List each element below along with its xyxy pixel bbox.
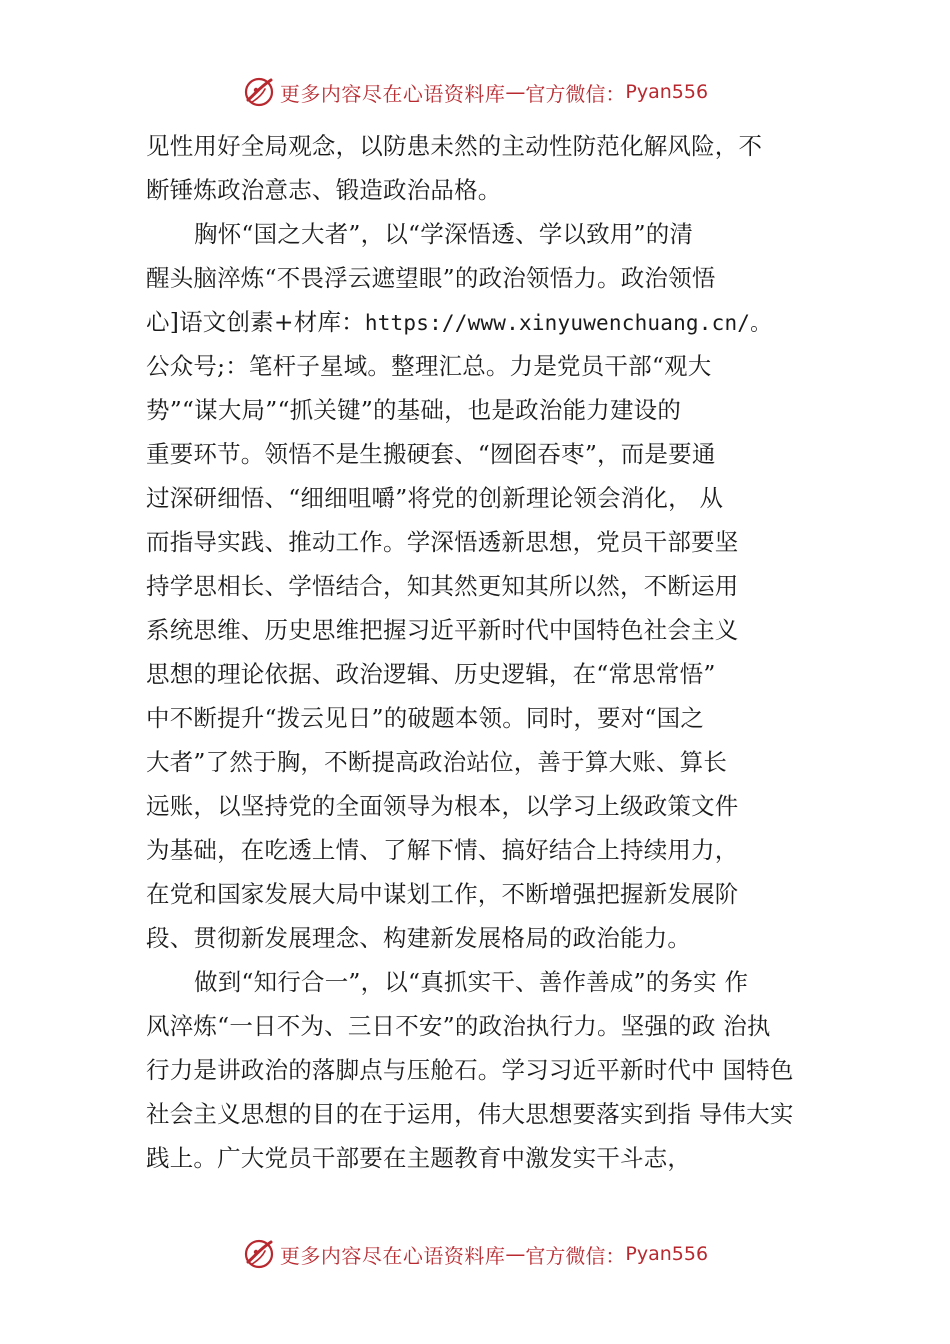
text-line: 行力是讲政治的落脚点与压舱石。学习习近平新时代中 国特色 (146, 1056, 794, 1084)
text-line: 中不断提升“拨云见日”的破题本领。同时，要对“国之 (146, 704, 705, 732)
text-line: 过深研细悟、“细细咀嚼”将党的创新理论领会消化， 从 (146, 484, 724, 512)
text-line: 持学思相长、学悟结合，知其然更知其所以然，不断运用 (146, 572, 739, 600)
inline-ad-label: 心]语文创素+材库： (146, 308, 365, 336)
banner-separator: — (505, 80, 526, 104)
banner-wechat-id: Pyan556 (625, 81, 709, 103)
text-line: 远账，以坚持党的全面领导为根本，以学习上级政策文件 (146, 792, 739, 820)
banner-separator: — (505, 1242, 526, 1266)
text-line: 势”“谋大局”“抓关键”的基础，也是政治能力建设的 (146, 396, 682, 424)
text-line: 醒头脑淬炼“不畏浮云遮望眼”的政治领悟力。政治领悟 (146, 264, 716, 292)
text-line: 而指导实践、推动工作。学深悟透新思想，党员干部要坚 (146, 528, 739, 556)
text-line: 在党和国家发展大局中谋划工作，不断增强把握新发展阶 (146, 880, 739, 908)
document-body (146, 124, 846, 1180)
brush-logo-icon (242, 75, 276, 109)
text-line: 公众号;：笔杆子星域。整理汇总。力是党员干部“观大 (146, 352, 712, 380)
paragraph-start-line: 做到“知行合一”，以“真抓实干、善作善成”的务实 作 (194, 968, 749, 996)
text-line: 大者”了然于胸，不断提高政治站位，善于算大账、算长 (146, 748, 728, 776)
text-line: 段、贯彻新发展理念、构建新发展格局的政治能力。 (146, 924, 692, 952)
paragraph-start-line: 胸怀“国之大者”，以“学深悟透、学以致用”的清 (194, 220, 694, 248)
text-line-with-url (146, 300, 846, 344)
banner-wechat-label: 官方微信： (525, 81, 626, 106)
text-line: 风淬炼“一日不为、三日不安”的政治执行力。坚强的政 治执 (146, 1012, 771, 1040)
banner-text: 更多内容尽在心语资料库 (279, 1243, 506, 1268)
text-line: 社会主义思想的目的在于运用，伟大思想要落实到指 导伟大实 (146, 1100, 794, 1128)
text-line: 见性用好全局观念，以防患未然的主动性防范化解风险，不 (146, 132, 763, 160)
text-line: 重要环节。领悟不是生搬硬套、“囫囵吞枣”，而是要通 (146, 440, 716, 468)
text-line: 思想的理论依据、政治逻辑、历史逻辑，在“常思常悟” (146, 660, 716, 688)
banner-text: 更多内容尽在心语资料库 (279, 81, 506, 106)
text-line: 践上。广大党员干部要在主题教育中激发实干斗志， (146, 1144, 692, 1172)
header-banner (0, 72, 950, 112)
brush-logo-icon (242, 1237, 276, 1271)
banner-wechat-id: Pyan556 (625, 1243, 709, 1265)
inline-url: https://www.xinyuwenchuang.cn/。 (364, 311, 772, 335)
footer-banner (0, 1234, 950, 1274)
text-line: 系统思维、历史思维把握习近平新时代中国特色社会主义 (146, 616, 739, 644)
banner-wechat-label: 官方微信： (525, 1243, 626, 1268)
text-line: 断锤炼政治意志、锻造政治品格。 (146, 176, 502, 204)
text-line: 为基础，在吃透上情、了解下情、搞好结合上持续用力， (146, 836, 739, 864)
